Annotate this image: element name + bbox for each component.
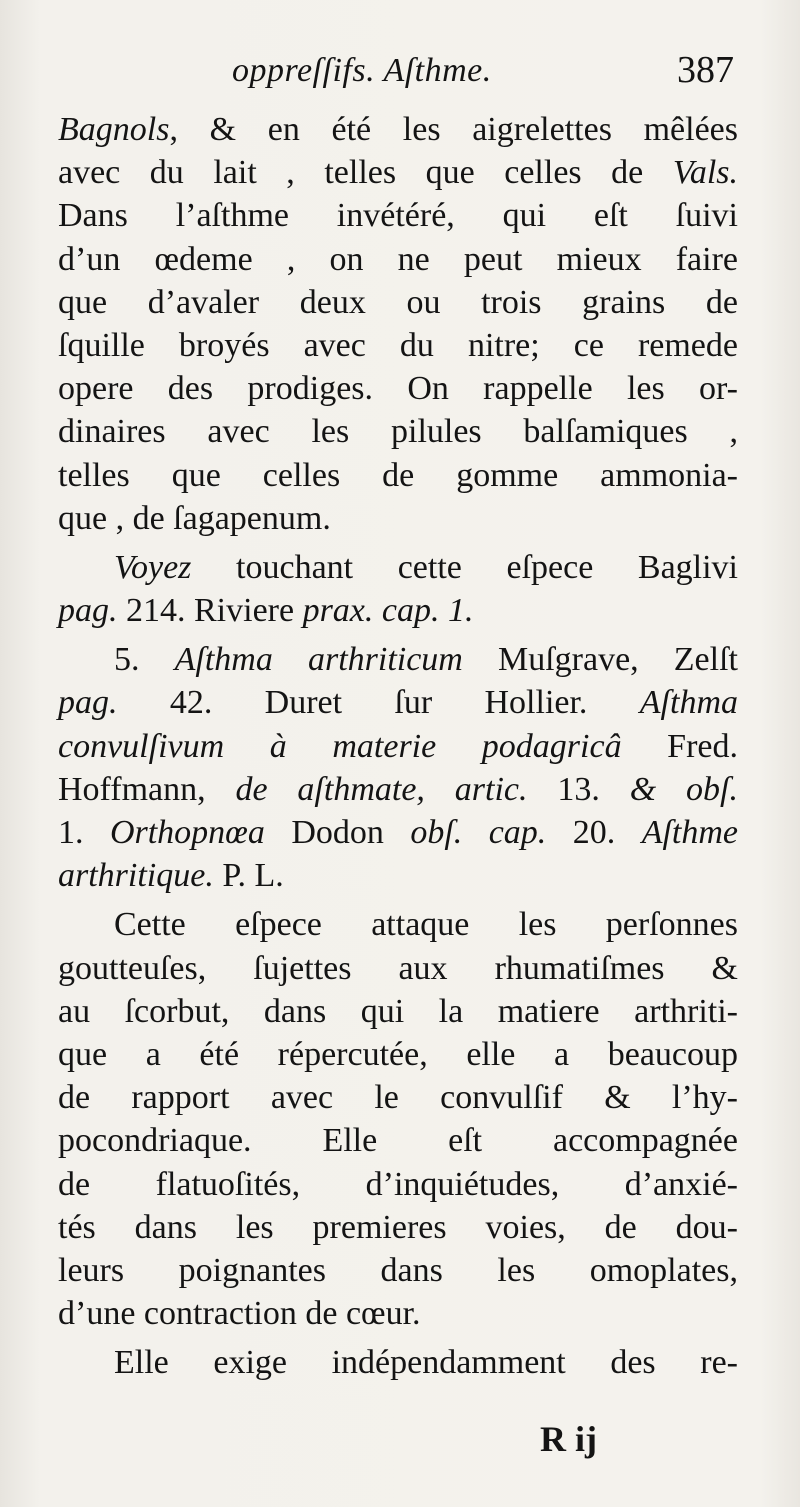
text-segment: avec du lait , telles que celles de (58, 154, 673, 192)
italic-text: pag. (58, 592, 118, 630)
text-segment: Elle exige indépendamment des re- (114, 1344, 738, 1382)
text-segment: ſquille broyés avec du nitre; ce remede (58, 326, 738, 364)
text-segment: dinaires avec les pilules balſamiques , (58, 413, 738, 451)
italic-text: convulſivum à materie podagricâ (58, 727, 622, 765)
text-line (58, 854, 738, 897)
text-segment: d’un œdeme , on ne peut mieux faire (58, 240, 738, 278)
italic-text: Vals. (672, 154, 738, 192)
text-segment: 214. Riviere (117, 592, 303, 630)
text-line (58, 638, 738, 681)
text-segment: Cette eſpece attaque les perſonnes (114, 906, 738, 944)
text-line (58, 768, 738, 811)
text-segment: opere des prodiges. On rappelle les or- (58, 370, 738, 408)
italic-text: de aſthmate, artic. (235, 770, 528, 808)
italic-text: prax. cap. 1. (302, 592, 474, 630)
text-segment: telles que celles de gomme ammonia- (58, 456, 738, 494)
text-line (58, 324, 738, 367)
italic-text: obſ. cap. (410, 814, 547, 851)
text-segment: au ſcorbut, dans qui la matiere arthriti- (58, 992, 738, 1030)
text-line (58, 1033, 738, 1076)
text-line (58, 1163, 738, 1206)
italic-text: arthritique. (58, 857, 214, 895)
text-line (58, 681, 738, 724)
text-segment: pocondriaque. Elle eſt accompagnée (58, 1122, 738, 1160)
text-line (58, 108, 738, 151)
text-line (58, 454, 738, 497)
text-line (58, 1119, 738, 1162)
text-segment: P. L. (213, 857, 284, 895)
italic-text: & obſ. (629, 770, 738, 808)
text-line (58, 725, 738, 768)
text-segment: touchant cette eſpece Baglivi (191, 548, 738, 586)
text-line (58, 903, 738, 946)
text-segment: Hoffmann, (58, 770, 236, 808)
text-line (58, 194, 738, 237)
text-segment: tés dans les premieres voies, de dou- (58, 1208, 738, 1246)
italic-text: Aſthma (639, 684, 738, 722)
text-line (58, 410, 738, 453)
italic-text: Aſthme (641, 814, 739, 851)
text-line (58, 151, 738, 194)
body-text (58, 108, 738, 1384)
text-segment: Dans l’aſthme invétéré, qui eſt ſuivi (58, 197, 738, 235)
text-segment: leurs poignantes dans les omoplates, (58, 1251, 738, 1289)
text-line (58, 546, 738, 589)
text-segment: que d’avaler deux ou trois grains de (58, 283, 738, 321)
text-segment: , & en été les aigrelettes mêlées (169, 111, 738, 148)
text-line (58, 1249, 738, 1292)
signature-mark: R ij (540, 1419, 597, 1459)
text-segment: 1. (58, 814, 110, 851)
page-number: 387 (677, 49, 734, 91)
text-segment: 13. (527, 770, 630, 808)
text-line (58, 1076, 738, 1119)
text-segment: de rapport avec le convulſif & l’hy- (58, 1079, 738, 1117)
text-segment: 20. (546, 814, 642, 851)
text-line (58, 497, 738, 540)
running-title: oppreſſifs. Aſthme. (232, 52, 492, 89)
italic-text: pag. (58, 684, 118, 722)
text-segment: de flatuoſités, d’inquiétudes, d’anxié- (58, 1165, 738, 1203)
text-segment: d’une contraction de cœur. (58, 1295, 421, 1333)
text-line (58, 1206, 738, 1249)
italic-text: Bagnols (58, 111, 170, 148)
text-segment: Dodon (264, 814, 411, 851)
italic-text: Voyez (114, 548, 192, 586)
text-line (58, 238, 738, 281)
italic-text: Aſthma arthriticum (174, 641, 463, 679)
text-segment: que , de ſagapenum. (58, 499, 331, 537)
text-line (58, 1292, 738, 1335)
text-line (58, 990, 738, 1033)
text-line (58, 947, 738, 990)
text-segment: Fred. (621, 727, 738, 765)
text-line (58, 589, 738, 632)
italic-text: Orthopnœa (109, 814, 265, 851)
text-line (58, 1341, 738, 1384)
text-line (58, 281, 738, 324)
text-segment: que a été répercutée, elle a beaucoup (58, 1035, 738, 1073)
text-line (58, 367, 738, 410)
page-header (0, 49, 800, 102)
text-segment: 42. Duret ſur Hollier. (117, 684, 640, 722)
text-segment: Muſgrave, Zelſt (462, 641, 738, 679)
text-line (58, 811, 738, 854)
text-segment: 5. (114, 641, 175, 679)
text-segment: goutteuſes, ſujettes aux rhumatiſmes & (58, 949, 738, 987)
